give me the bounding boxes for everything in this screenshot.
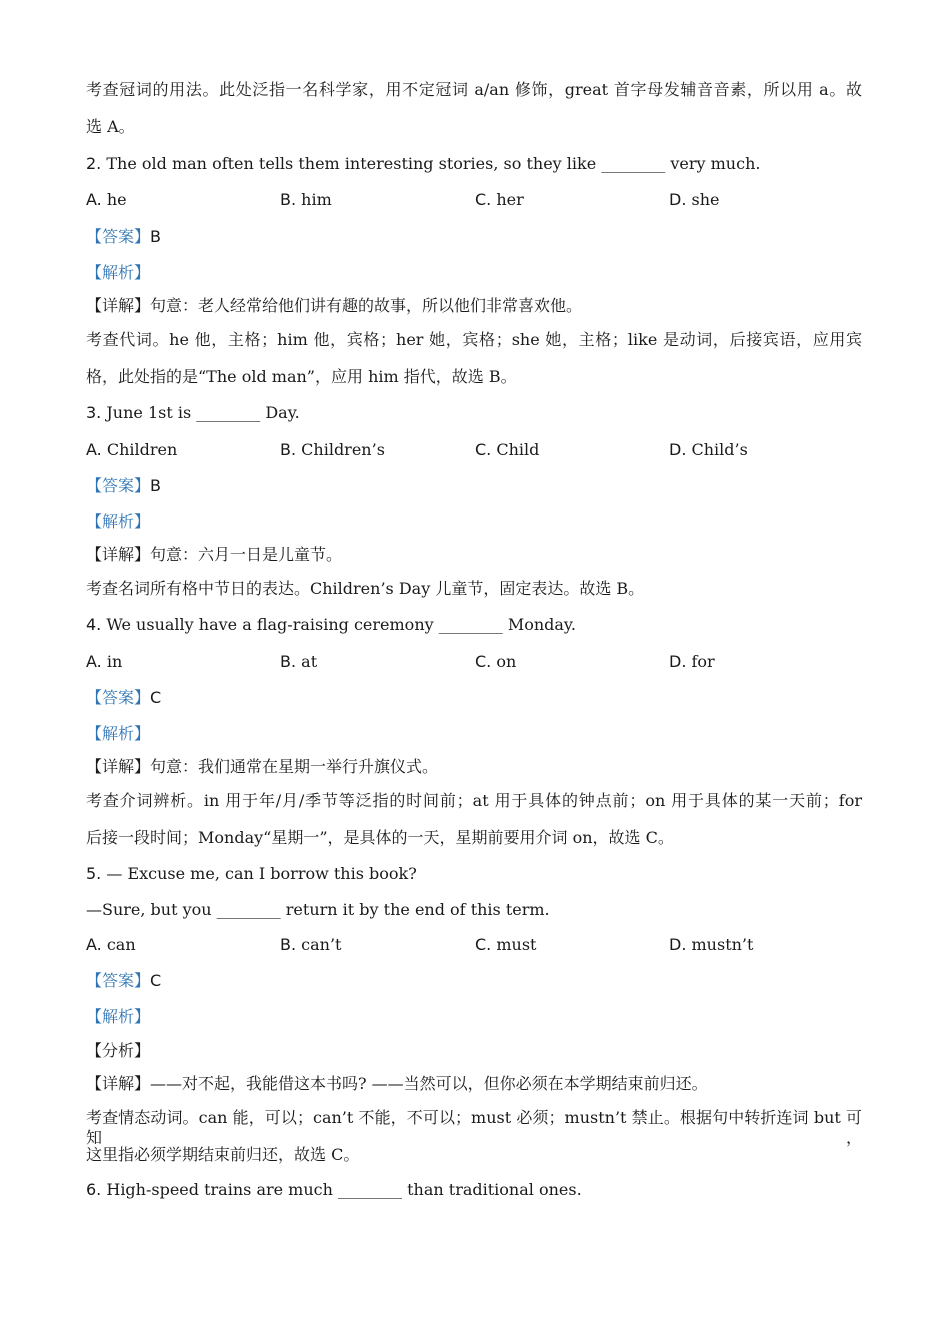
q3-explain-1: 考查名词所有格中节日的表达。Children’s Day 儿童节，固定表达。故选 B。 <box>86 579 645 598</box>
q5-option-c: C. must <box>475 935 537 954</box>
q2-explain-2: 格，此处指的是“The old man”，应用 him 指代，故选 B。 <box>86 367 517 386</box>
question-2 <box>86 154 760 174</box>
question-4: 4. We usually have a flag-raising ceremony ________ Monday. <box>86 615 576 634</box>
question-5: 5. — Excuse me, can I borrow this book? <box>86 864 417 883</box>
question-number: 2. <box>86 154 102 173</box>
intro-line-2: 选 A。 <box>86 117 135 136</box>
q4-explain-2: 后接一段时间；Monday“星期一”，是具体的一天，星期前要用介词 on，故选 C。 <box>86 828 674 847</box>
q5-analysis-tag: 【解析】 <box>86 1007 151 1026</box>
answer-tag: 【答案】 <box>86 227 151 246</box>
q5-option-b: B. can’t <box>280 935 342 954</box>
q3-answer: 【答案】B <box>86 476 161 495</box>
q2-option-b: B. him <box>280 190 332 209</box>
q4-answer: 【答案】C <box>86 688 162 707</box>
q3-detail: 【详解】句意：六月一日是儿童节。 <box>86 545 343 564</box>
q5-option-d: D. mustn’t <box>669 935 754 954</box>
question-5-line-2: —Sure, but you ________ return it by the end of this term. <box>86 900 550 919</box>
q3-analysis-tag: 【解析】 <box>86 512 151 531</box>
question-3: 3. June 1st is ________ Day. <box>86 403 300 422</box>
q3-option-a: A. Children <box>86 440 178 459</box>
q2-option-c: C. her <box>475 190 524 209</box>
q2-answer: 【答案】B <box>86 227 161 246</box>
q5-detail: 【详解】——对不起，我能借这本书吗? ——当然可以，但你必须在本学期结束前归还。 <box>86 1074 708 1093</box>
q3-option-c: C. Child <box>475 440 540 459</box>
q2-explain-1: 考查代词。he 他，主格；him 他，宾格；her 她，宾格；she 她，主格；like 是动词，后接宾语，应用宾 <box>86 330 862 349</box>
q5-fenxi: 【分析】 <box>86 1041 151 1060</box>
q2-option-d: D. she <box>669 190 720 209</box>
q3-option-d: D. Child’s <box>669 440 748 459</box>
q5-option-a: A. can <box>86 935 136 954</box>
q4-option-c: C. on <box>475 652 517 671</box>
q5-explain-1: 考查情态动词。can 能，可以；can’t 不能，不可以；must 必须；mustn’t 禁止。根据句中转折连词 but 可知， <box>86 1108 862 1147</box>
q5-answer: 【答案】C <box>86 971 162 990</box>
q4-analysis-tag: 【解析】 <box>86 724 151 743</box>
question-text: The old man often tells them interesting stories, so they like ________ very much. <box>106 154 761 173</box>
q2-detail: 【详解】句意：老人经常给他们讲有趣的故事，所以他们非常喜欢他。 <box>86 296 583 315</box>
q4-explain-1: 考查介词辨析。in 用于年/月/季节等泛指的时间前；at 用于具体的钟点前；on 用于具体的某一天前；for <box>86 791 862 810</box>
q2-option-a: A. he <box>86 190 127 209</box>
q4-option-b: B. at <box>280 652 318 671</box>
q3-option-b: B. Children’s <box>280 440 385 459</box>
q4-option-a: A. in <box>86 652 123 671</box>
question-6: 6. High-speed trains are much ________ than traditional ones. <box>86 1180 582 1199</box>
q2-analysis-tag: 【解析】 <box>86 263 151 282</box>
q4-detail: 【详解】句意：我们通常在星期一举行升旗仪式。 <box>86 757 439 776</box>
q5-explain-2: 这里指必须学期结束前归还，故选 C。 <box>86 1145 360 1164</box>
intro-line-1: 考查冠词的用法。此处泛指一名科学家，用不定冠词 a/an 修饰，great 首字母发辅音音素，所以用 a。故 <box>86 80 862 99</box>
q4-option-d: D. for <box>669 652 715 671</box>
